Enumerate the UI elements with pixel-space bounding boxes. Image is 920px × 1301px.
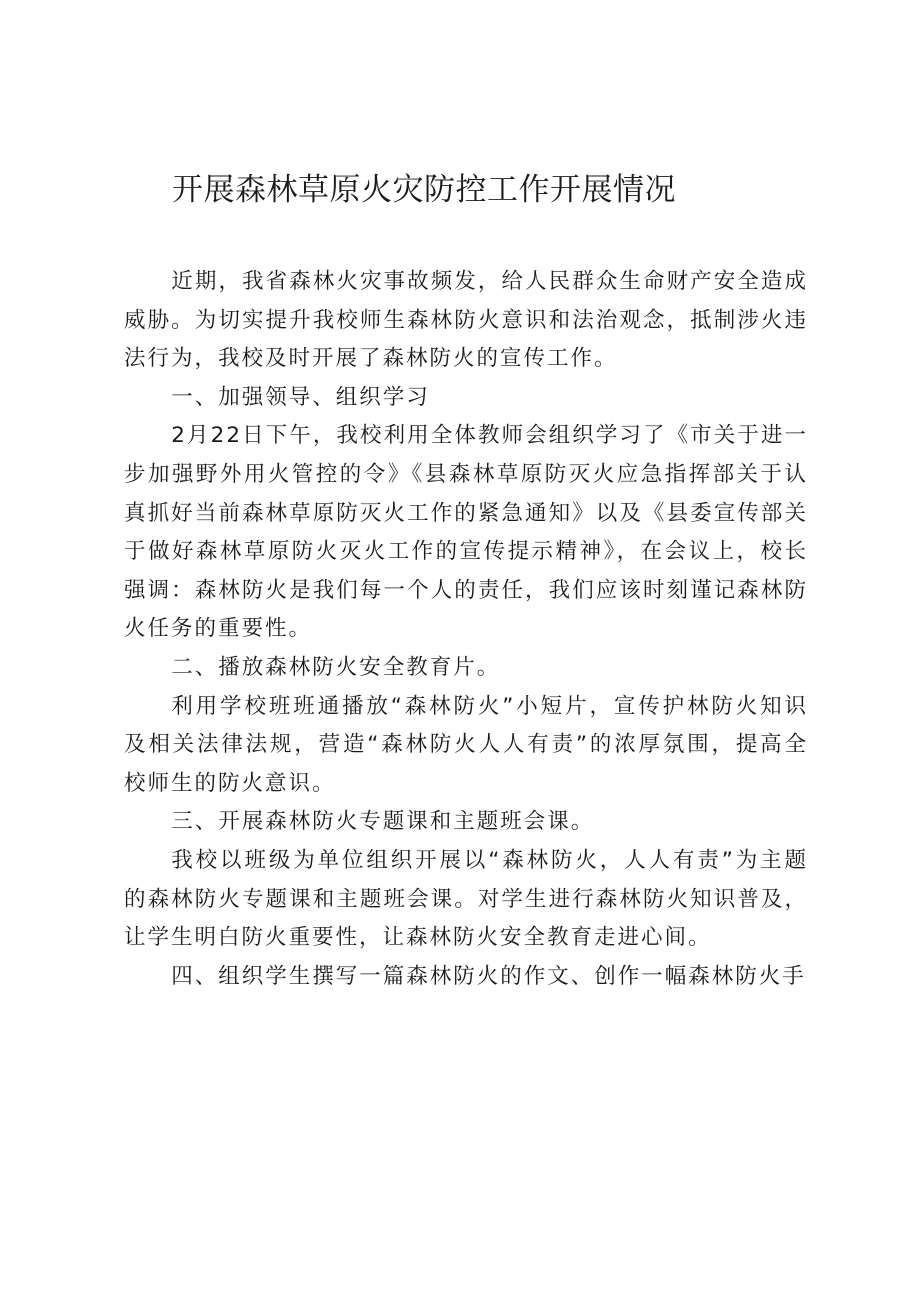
section-1-paragraph: 2月22日下午，我校利用全体教师会组织学习了《市关于进一步加强野外用火管控的令》《县森林草原防灭火应急指挥部关于认真抓好当前森林草原防灭火工作的紧急通知》以及《县委宣传部关于做好森林草原防火灭火工作的宣传提示精神》，在会议上，校长强调：森林防火是我们每一个人的责任，我们应该时刻谨记森林防火任务的重要性。 — [124, 423, 808, 642]
intro-paragraph: 近期，我省森林火灾事故频发，给人民群众生命财产安全造成威胁。为切实提升我校师生森林防火意识和法治观念，抵制涉火违法行为，我校及时开展了森林防火的宣传工作。 — [124, 269, 808, 372]
section-heading-2: 二、播放森林防火安全教育片。 — [171, 654, 501, 680]
section-2-paragraph: 利用学校班班通播放“森林防火”小短片，宣传护林防火知识及相关法律法规，营造“森林防火人人有责”的浓厚氛围，提高全校师生的防火意识。 — [124, 693, 808, 796]
section-heading-1: 一、加强领导、组织学习 — [171, 384, 430, 410]
section-heading-3: 三、开展森林防火专题课和主题班会课。 — [171, 809, 595, 835]
document-body — [124, 263, 808, 996]
section-heading-4: 四、组织学生撰写一篇森林防火的作文、创作一幅森林防火手 — [171, 963, 806, 989]
section-3-paragraph: 我校以班级为单位组织开展以“森林防火，人人有责”为主题的森林防火专题课和主题班会课。对学生进行森林防火知识普及，让学生明白防火重要性，让森林防火安全教育走进心间。 — [124, 847, 808, 951]
document-title: 开展森林草原火灾防控工作开展情况 — [172, 172, 676, 208]
